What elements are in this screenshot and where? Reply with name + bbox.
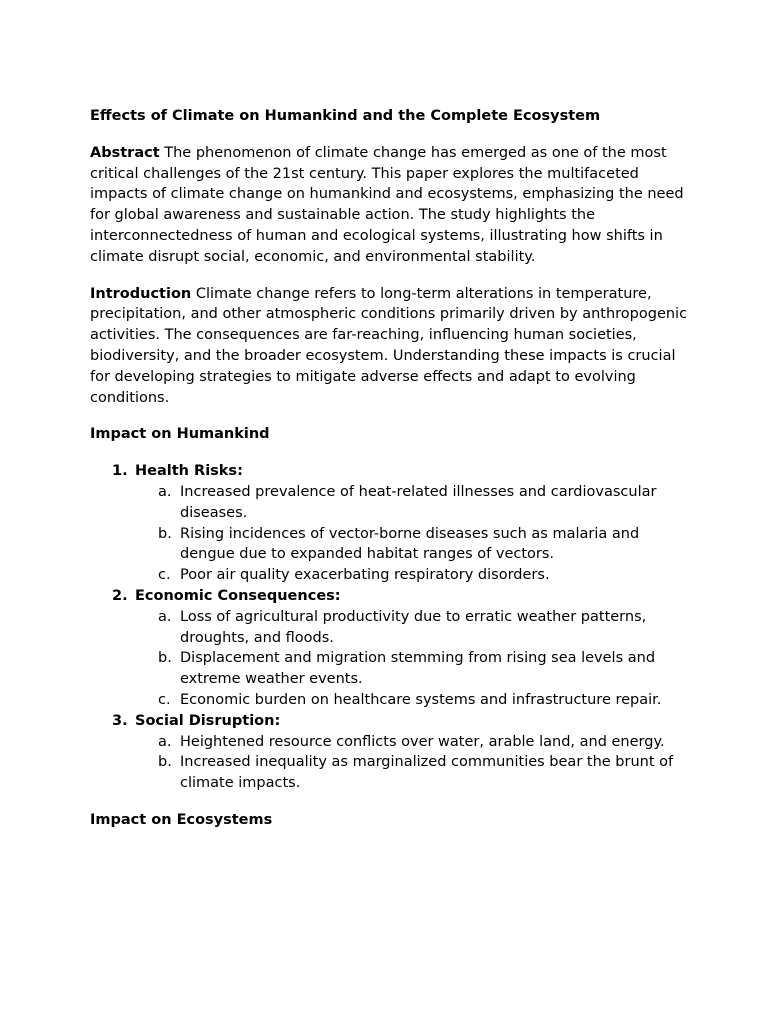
sub-list-text: Poor air quality exacerbating respiratory disorders.	[180, 567, 550, 584]
abstract-paragraph	[90, 143, 690, 268]
abstract-label: Abstract	[90, 144, 160, 161]
list-item-heading: Health Risks:	[135, 463, 243, 480]
sub-list-letter: b.	[158, 525, 172, 542]
introduction-paragraph	[90, 284, 690, 409]
sub-list	[135, 732, 690, 794]
list-item-health-risks	[90, 461, 690, 586]
list-item-heading: Social Disruption:	[135, 712, 281, 729]
introduction-label: Introduction	[90, 285, 192, 302]
humankind-impact-list	[90, 461, 690, 794]
sub-list-letter: a.	[158, 483, 172, 500]
sub-list-letter: c.	[158, 691, 171, 708]
list-item-number: 3.	[112, 712, 128, 729]
sub-list-item	[135, 752, 690, 794]
sub-list-letter: b.	[158, 650, 172, 667]
sub-list-item	[135, 565, 690, 586]
abstract-text: The phenomenon of climate change has emerged as one of the most critical challenges of the 21st century. This paper explores the multifaceted impacts of climate change on humankind and ecosystems, emphasizing the need for global awareness and sustainable action. The study highlights the interconnectedness of human and ecological systems, illustrating how shifts in climate disrupt social, economic, and environmental stability.	[90, 144, 684, 265]
sub-list-text: Heightened resource conflicts over water, arable land, and energy.	[180, 733, 665, 750]
list-item-social-disruption	[90, 711, 690, 794]
document-page	[90, 106, 690, 847]
introduction-text: Climate change refers to long-term alterations in temperature, precipitation, and other atmospheric conditions primarily driven by anthropogenic activities. The consequences are far-reaching, influencing human societies, biodiversity, and the broader ecosystem. Understanding these impacts is crucial for developing strategies to mitigate adverse effects and adapt to evolving conditions.	[90, 285, 688, 406]
sub-list-text: Economic burden on healthcare systems and infrastructure repair.	[180, 691, 662, 708]
list-item-number: 1.	[112, 463, 128, 480]
sub-list-text: Increased prevalence of heat-related illnesses and cardiovascular diseases.	[180, 483, 657, 521]
sub-list	[135, 482, 690, 586]
sub-list	[135, 607, 690, 711]
sub-list-text: Displacement and migration stemming from rising sea levels and extreme weather events.	[180, 650, 656, 688]
list-item-economic-consequences	[90, 586, 690, 711]
sub-list-letter: a.	[158, 733, 172, 750]
sub-list-item	[135, 732, 690, 753]
sub-list-text: Loss of agricultural productivity due to erratic weather patterns, droughts, and floods.	[180, 608, 647, 646]
sub-list-text: Increased inequality as marginalized communities bear the brunt of climate impacts.	[180, 754, 674, 792]
sub-list-letter: a.	[158, 608, 172, 625]
sub-list-text: Rising incidences of vector-borne diseases such as malaria and dengue due to expanded habitat ranges of vectors.	[180, 525, 640, 563]
sub-list-item	[135, 648, 690, 690]
humankind-section-heading: Impact on Humankind	[90, 426, 270, 443]
document-title: Effects of Climate on Humankind and the Complete Ecosystem	[90, 108, 601, 124]
sub-list-item	[135, 524, 690, 566]
list-item-number: 2.	[112, 587, 128, 604]
ecosystems-section-heading: Impact on Ecosystems	[90, 811, 273, 828]
sub-list-item	[135, 482, 690, 524]
sub-list-item	[135, 607, 690, 649]
sub-list-letter: b.	[158, 754, 172, 771]
sub-list-letter: c.	[158, 567, 171, 584]
list-item-heading: Economic Consequences:	[135, 587, 341, 604]
sub-list-item	[135, 690, 690, 711]
